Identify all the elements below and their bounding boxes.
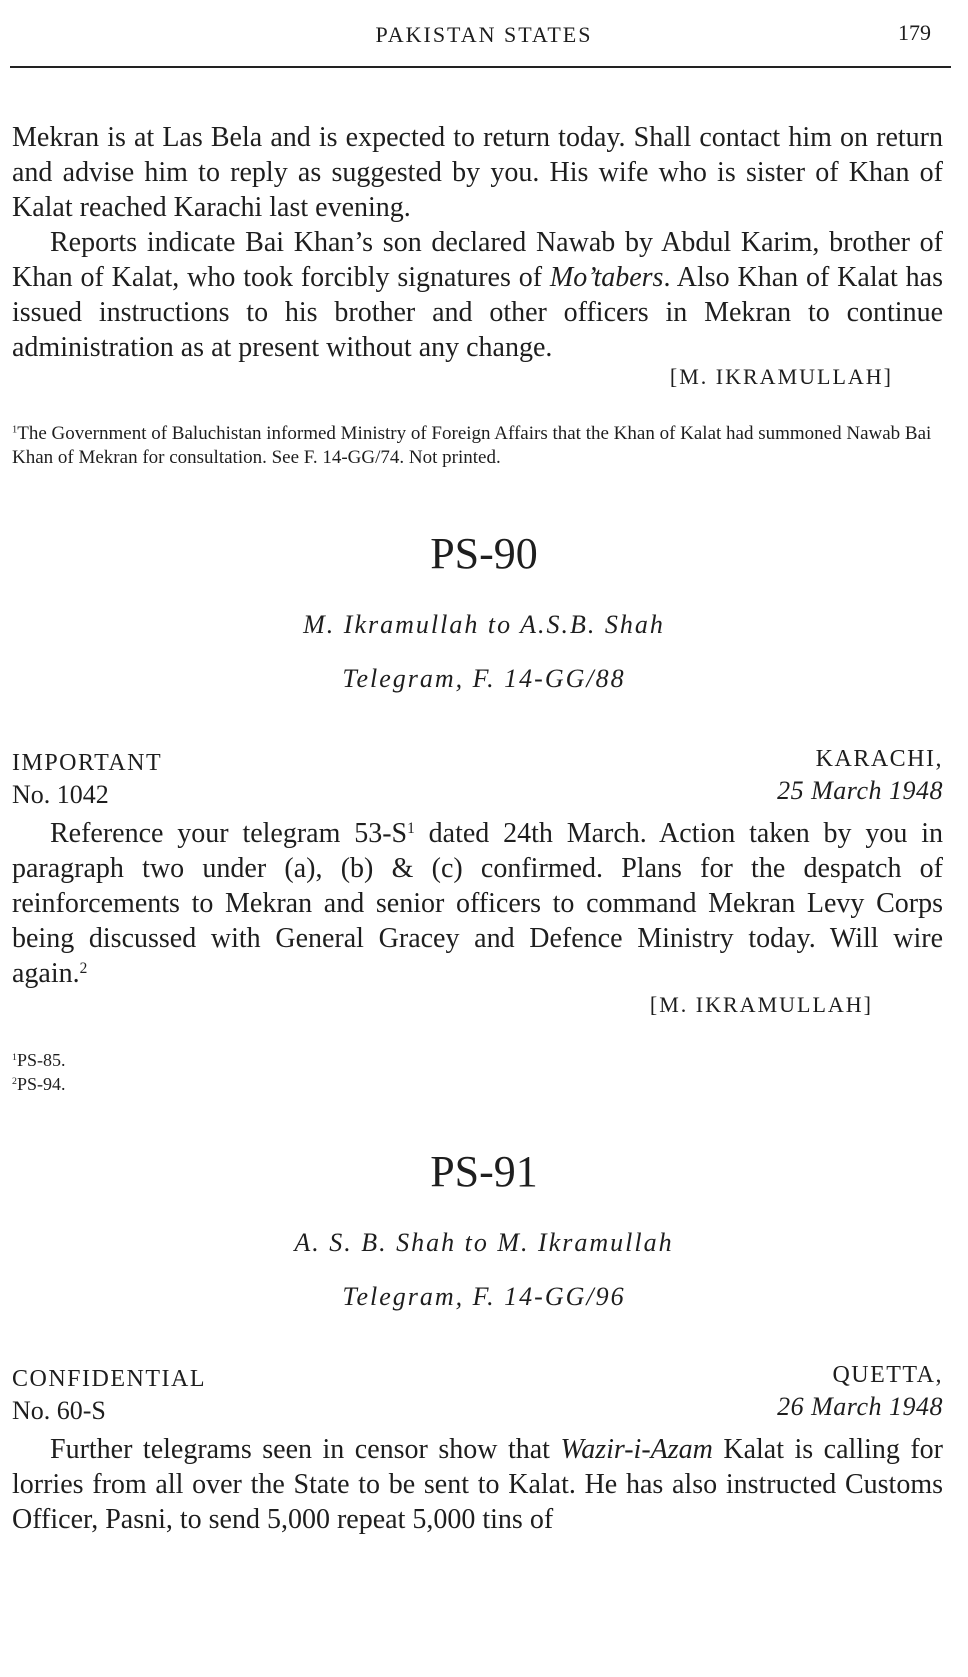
- running-header: [0, 18, 968, 50]
- ps90-footnote-1: [12, 1048, 943, 1072]
- ps90-place: KARACHI,: [815, 746, 943, 772]
- ps90-footnote-1-text: PS-85.: [16, 1050, 66, 1070]
- ps90-source: Telegram, F. 14-GG/88: [342, 664, 626, 693]
- intro-footnote: [12, 422, 943, 470]
- ps90-footnote-ref-1: 1: [407, 819, 415, 837]
- ps91-text-italic: Wazir-i-Azam: [560, 1434, 713, 1465]
- intro-paragraph-1: Mekran is at Las Bela and is expected to return today. Shall contact him on return and advise him to reply as suggested by you. His wife who is sister of Khan of Kalat reached Karachi last evening.: [12, 122, 943, 223]
- ps90-number: No. 1042: [12, 780, 109, 809]
- ps90-footnote-2-text: PS-94.: [16, 1074, 66, 1094]
- intro-text: [12, 120, 943, 365]
- ps91-correspondents: A. S. B. Shah to M. Ikramullah: [294, 1228, 674, 1257]
- ps91-text: [12, 1432, 943, 1537]
- ps91-text-end: Kalat is calling for lorries from all over the State to be sent to Kalat. He has also instructed Customs Officer, Pasni, to send 5,000 repeat 5,000 tins of: [12, 1434, 944, 1535]
- ps91-text-start: Further telegrams seen in censor show that: [50, 1434, 561, 1465]
- ps90-footnote-2-mark: 2: [12, 1076, 17, 1088]
- ps90-footnotes: [12, 1048, 943, 1096]
- ps91-place: QUETTA,: [832, 1362, 943, 1388]
- ps90-date: 25 March 1948: [777, 776, 943, 805]
- ps90-heading: PS-90: [430, 529, 538, 578]
- ps90-text: [12, 816, 943, 991]
- intro-footnote-text: The Government of Baluchistan informed Ministry of Foreign Affairs that the Khan of Kalat had summoned Nawab Bai Khan of Mekran for consultation. See F. 14-GG/74. Not printed.: [12, 423, 932, 468]
- page-number: 179: [898, 20, 931, 45]
- ps91-heading: PS-91: [430, 1147, 538, 1196]
- intro-paragraph-2-end: . Also Khan of Kalat has issued instructions to his brother and other officers in Mekran to continue administration as at present without any change.: [12, 262, 943, 363]
- ps90-text-start: Reference your telegram 53-S: [50, 818, 408, 849]
- ps91-date: 26 March 1948: [777, 1392, 943, 1421]
- ps90-correspondents: M. Ikramullah to A.S.B. Shah: [303, 610, 665, 639]
- ps90-footnote-ref-2: 2: [79, 959, 88, 977]
- intro-signature: [M. IKRAMULLAH]: [669, 364, 893, 389]
- ps91-source: Telegram, F. 14-GG/96: [342, 1282, 626, 1311]
- ps90-footnote-2: [12, 1072, 943, 1096]
- ps91-classification: CONFIDENTIAL: [12, 1366, 206, 1392]
- ps90-text-end: dated 24th March. Action taken by you in paragraph two under (a), (b) & (c) confirmed. Plans for the despatch of reinforcements to Mekran and senior officers to command Mekran Levy Corps being discussed with General Gracey and Defence Ministry today. Will wire again.: [12, 818, 943, 989]
- intro-paragraph-2-italic: Mo’tabers: [549, 262, 664, 293]
- intro-footnote-mark: 1: [12, 424, 18, 436]
- ps91-number: No. 60-S: [12, 1396, 106, 1425]
- running-title: PAKISTAN STATES: [375, 22, 593, 47]
- ps90-footnote-1-mark: 1: [12, 1052, 17, 1064]
- header-rule: [10, 66, 951, 68]
- intro-paragraph-2-start: Reports indicate Bai Khan’s son declared Nawab by Abdul Karim, brother of Khan of Kalat, who took forcibly signatures of: [12, 227, 943, 293]
- intro-paragraph-2: [12, 225, 943, 365]
- ps90-classification: IMPORTANT: [12, 750, 163, 776]
- ps90-signature: [M. IKRAMULLAH]: [649, 992, 873, 1017]
